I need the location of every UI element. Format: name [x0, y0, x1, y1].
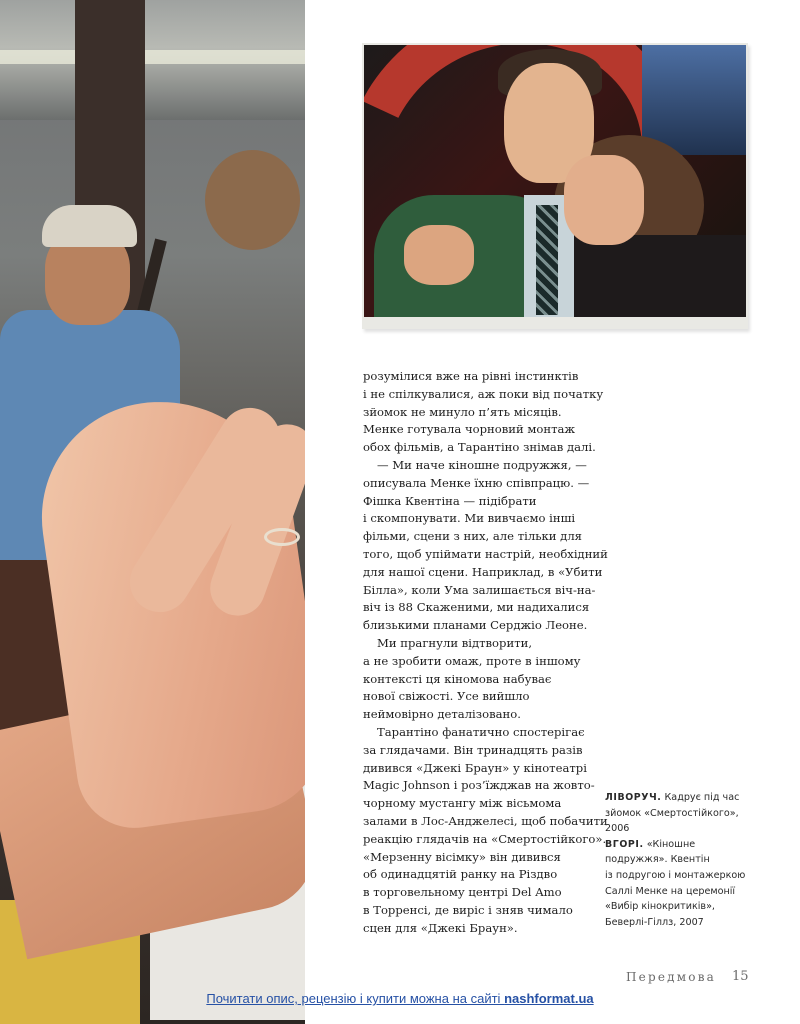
- caption-text: «Вибір кінокритиків»,: [605, 901, 715, 913]
- photo-crew-hat: [42, 205, 137, 247]
- body-line: і скомпонувати. Ми вивчаємо інші: [363, 511, 576, 526]
- body-line: того, щоб упіймати настрій, необхідний: [363, 546, 608, 561]
- photo-screen: [642, 45, 746, 155]
- page-number: 15: [732, 969, 749, 984]
- caption-top-line: [605, 837, 755, 853]
- photo-tie: [536, 205, 558, 315]
- body-line: в торговельному центрі Del Amo: [363, 885, 562, 900]
- body-line: описувала Менке їхню співпрацю. —: [363, 475, 590, 490]
- photo-ring: [264, 528, 300, 546]
- body-line: дивився «Джекі Браун» у кінотеатрі: [363, 760, 587, 775]
- body-line: Magic Johnson і роз’їжджав на жовто-: [363, 778, 595, 793]
- body-line: «Мерзенну вісімку» він дивився: [363, 849, 561, 864]
- caption-left-label: ЛІВОРУЧ.: [605, 792, 662, 803]
- body-line: залами в Лос-Анджелесі, щоб побачити: [363, 813, 608, 828]
- promo-link[interactable]: [206, 991, 593, 1006]
- left-photo-director-framing: [0, 0, 305, 1024]
- photo-woman-face: [564, 155, 644, 245]
- body-line: Фішка Квентіна — підібрати: [363, 493, 537, 508]
- running-head: Передмова: [626, 970, 717, 984]
- body-line: обох фільмів, а Тарантіно знімав далі.: [363, 440, 596, 455]
- photo-hand: [404, 225, 474, 285]
- promo-banner: [0, 991, 800, 1006]
- top-photo-embrace: [364, 45, 746, 317]
- photo-woman-body: [574, 235, 746, 317]
- photo-caption: [605, 790, 755, 930]
- caption-top-label: ВГОРІ.: [605, 838, 644, 850]
- promo-text: Почитати опис, рецензію і купити можна на сайті: [206, 991, 505, 1006]
- caption-text: зйомок «Смертостійкого»,: [605, 807, 739, 819]
- body-text-column: [363, 368, 608, 938]
- body-line: Ми прагнули відтворити,: [377, 635, 533, 650]
- top-photo-frame: [362, 43, 748, 329]
- body-line: Тарантіно фанатично спостерігає: [377, 724, 585, 739]
- body-line: Білла», коли Ума залишається віч-на-: [363, 582, 596, 597]
- body-line: фільми, сцени з них, але тільки для: [363, 529, 582, 544]
- caption-text: Кадрує під час: [664, 792, 740, 803]
- body-line: близькими планами Серджіо Леоне.: [363, 618, 588, 633]
- body-line: розумілися вже на рівні інстинктів: [363, 369, 579, 383]
- body-line: нової свіжості. Усе вийшло: [363, 689, 530, 704]
- body-line: в Торренсі, де виріс і зняв чимало: [363, 902, 573, 917]
- body-line: неймовірно деталізовано.: [363, 707, 521, 722]
- body-line: — Ми наче кіношне подружжя, —: [377, 457, 587, 472]
- body-line: і не спілкувалися, аж поки від початку: [363, 386, 604, 401]
- body-line: реакцію глядачів на «Смертостійкого».: [363, 831, 607, 846]
- body-line: сцен для «Джекі Браун».: [363, 920, 518, 935]
- caption-text: «Кіношне: [646, 838, 696, 850]
- caption-text: із подругою і монтажеркою: [605, 869, 746, 881]
- body-line: об одинадцятій ранку на Різдво: [363, 867, 558, 882]
- caption-text: подружжя». Квентін: [605, 854, 710, 866]
- body-line: для нашої сцени. Наприклад, в «Убити: [363, 564, 603, 579]
- caption-text: Саллі Менке на церемонії: [605, 885, 736, 897]
- caption-text: 2006: [605, 823, 630, 835]
- body-line: чорному мустангу між вісьмома: [363, 796, 562, 811]
- body-line: а не зробити омаж, проте в іншому: [363, 653, 581, 668]
- body-line: зйомок не минуло п’ять місяців.: [363, 404, 562, 419]
- body-line: Менке готувала чорновий монтаж: [363, 422, 576, 437]
- body-line: контексті ця кіномова набуває: [363, 671, 552, 686]
- body-line: за глядачами. Він тринадцять разів: [363, 742, 583, 757]
- photo-ceiling-light: [0, 50, 305, 64]
- caption-left-line: [605, 790, 755, 806]
- promo-site-link[interactable]: nashformat.ua: [504, 991, 594, 1006]
- body-line: віч із 88 Скаженими, ми надихалися: [363, 600, 590, 615]
- photo-boom-mic: [205, 150, 300, 250]
- caption-text: Беверлі-Гіллз, 2007: [605, 916, 704, 928]
